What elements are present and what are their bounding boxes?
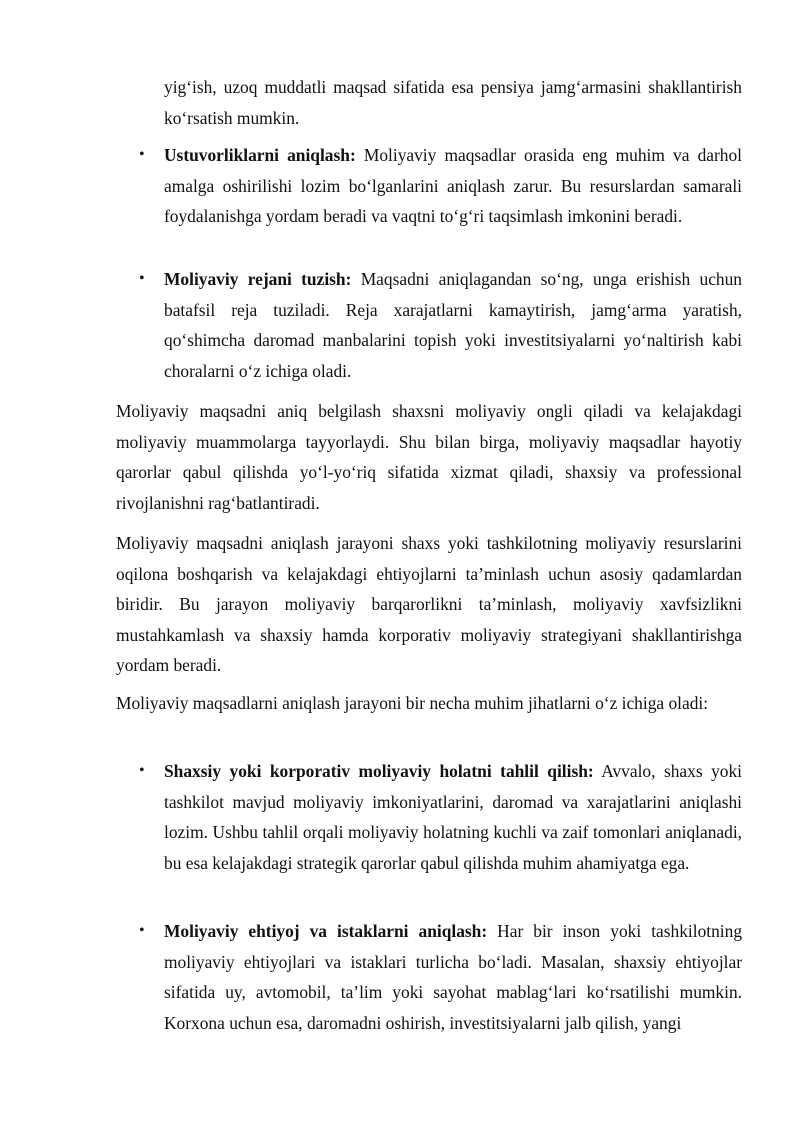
body-paragraph: Moliyaviy maqsadni aniqlash jarayoni shaxs yoki tashkilotning moliyaviy resurslarini oqilona boshqarish va kelajakdagi ehtiyojlarni ta’minlash uchun asosiy qadamlardan biridir. Bu jarayon moliyaviy barqarorlikni ta’minlash, moliyaviy xavfsizlikni mustahkamlash va shaxsiy hamda korporativ moliyaviy strategiyani shakllantirishga yordam beradi. xyxy=(116,533,742,676)
list-item-title: Moliyaviy ehtiyoj va istaklarni aniqlash: xyxy=(164,921,488,941)
list-item-text: Moliyaviy maqsadlar orasida eng muhim va darhol amalga oshirilishi lozim bo‘lganlarini aniqlash zarur. Bu resurslardan samarali foydalanishga yordam beradi va vaqtni to‘g‘ri taqsimlash imkonini beradi. xyxy=(164,145,742,227)
bullet-icon: • xyxy=(139,922,145,939)
list-item-title: Moliyaviy rejani tuzish: xyxy=(164,269,352,289)
continuation-paragraph: yig‘ish, uzoq muddatli maqsad sifatida esa pensiya jamg‘armasini shakllantirish ko‘rsatish mumkin. xyxy=(164,77,742,128)
list-item-title: Shaxsiy yoki korporativ moliyaviy holatni tahlil qilish: xyxy=(164,761,594,781)
list-item-text: Maqsadni aniqlagandan so‘ng, unga erishish uchun batafsil reja tuziladi. Reja xarajatlarni kamaytirish, jamg‘arma yaratish, qo‘shimcha daromad manbalarini topish yoki investitsiyalarni yo‘naltirish kabi choralarni o‘z ichiga oladi. xyxy=(164,269,742,381)
list-item xyxy=(164,916,742,1038)
list-item xyxy=(164,140,742,232)
body-paragraph: Moliyaviy maqsadni aniq belgilash shaxsni moliyaviy ongli qiladi va kelajakdagi moliyaviy muammolarga tayyorlaydi. Shu bilan birga, moliyaviy maqsadlar hayotiy qarorlar qabul qilishda yo‘l-yo‘riq sifatida xizmat qiladi, shaxsiy va professional rivojlanishni rag‘batlantiradi. xyxy=(116,401,742,513)
list-item-text: Avvalo, shaxs yoki tashkilot mavjud moliyaviy imkoniyatlarini, daromad va xarajatlarini aniqlashi lozim. Ushbu tahlil orqali moliyaviy holatning kuchli va zaif tomonlari aniqlanadi, bu esa kelajakdagi strategik qarorlar qabul qilishda muhim ahamiyatga ega. xyxy=(164,761,742,873)
list-item xyxy=(164,756,742,878)
list-item-text: Har bir inson yoki tashkilotning moliyaviy ehtiyojlari va istaklari turlicha bo‘ladi. Masalan, shaxsiy ehtiyojlar sifatida uy, avtomobil, ta’lim yoki sayohat mablag‘lari ko‘rsatilishi mumkin. Korxona uchun esa, daromadni oshirish, investitsiyalarni jalb qilish, yangi xyxy=(164,921,743,1033)
bullet-icon: • xyxy=(139,762,145,779)
body-paragraph: Moliyaviy maqsadlarni aniqlash jarayoni bir necha muhim jihatlarni o‘z ichiga oladi: xyxy=(116,693,709,713)
list-item xyxy=(164,264,742,386)
bullet-icon: • xyxy=(139,146,145,163)
list-item-title: Ustuvorliklarni aniqlash: xyxy=(164,145,356,165)
bullet-icon: • xyxy=(139,270,145,287)
